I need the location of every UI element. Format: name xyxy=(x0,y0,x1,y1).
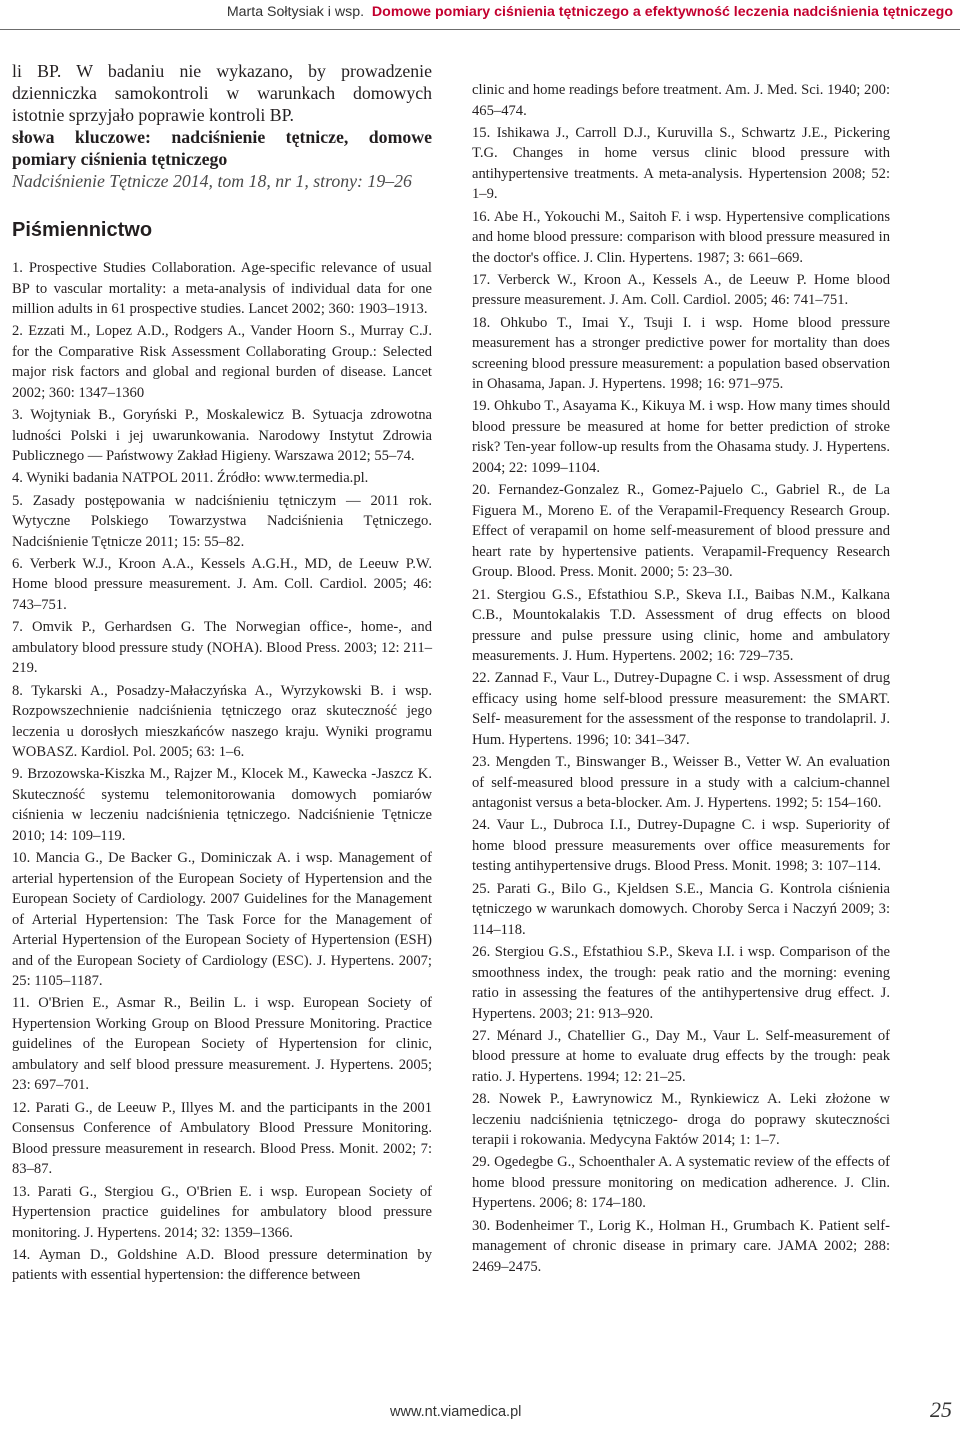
reference-item: 13. Parati G., Stergiou G., O'Brien E. i wsp. European Society of Hypertension practice guidelines for ambulatory blood pressure monitoring. J. Hypertens. 2014; 32: 1359–1366. xyxy=(12,1183,432,1241)
reference-item: 11. O'Brien E., Asmar R., Beilin L. i wsp. European Society of Hypertension Working Group on Blood Pressure Monitoring. Practice guidelines of the European Society of Hypertension for clinic, ambulatory and self blood pressure measurement. J. Hypertens. 2005; 23: 697–701. xyxy=(12,995,432,1094)
reference-item: 18. Ohkubo T., Imai Y., Tsuji I. i wsp. Home blood pressure measurement has a stronger predictive power for mortality than does screening blood pressure measurement: a population based observation in Ohasama, Japan. J. Hypertens. 1998; 16: 971–975. xyxy=(472,314,890,393)
reference-item: 26. Stergiou G.S., Efstathiou S.P., Skeva I.I. i wsp. Comparison of the smoothness index, the trough: peak ratio and the morning: evening ratio in assessing the features of the antihypertensive drug effect. J. Hypertens. 2003; 21: 913–920. xyxy=(472,944,890,1022)
reference-item: 28. Nowek P., Ławrynowicz M., Rynkiewicz A. Leki złożone w leczeniu nadciśnienia tętniczego- droga do poprawy skuteczności terapii i rokowania. Medycyna Faktów 2014; 1: 1–7. xyxy=(472,1091,890,1149)
reference-item: 5. Zasady postępowania w nadciśnieniu tętniczym — 2011 rok. Wytyczne Polskiego Towarzystwa Nadciśnienia Tętniczego. Nadciśnienie Tętnicze 2011; 15: 55–82. xyxy=(12,492,432,550)
abstract-end xyxy=(12,60,432,192)
abstract-text: li BP. W badaniu nie wykazano, by prowadzenie dzienniczka samokontroli w warunkach domowych istotnie sprzyjało poprawie kontroli BP. xyxy=(12,61,432,125)
reference-item: 9. Brzozowska-Kiszka M., Rajzer M., Klocek M., Kawecka -Jaszcz K. Skuteczność systemu telemonitorowania domowych pomiarów ciśnienia w leczeniu nadciśnienia tętniczego. Nadciśnienie Tętnicze 2010; 14: 109–119. xyxy=(12,766,432,844)
reference-item: 15. Ishikawa J., Carroll D.J., Kuruvilla S., Schwartz J.E., Pickering T.G. Changes in home versus clinic blood pressure with antihypertensive treatments. A meta-analysis. Hypertension 2008; 52: 1–9. xyxy=(472,124,890,203)
reference-item: 29. Ogedegbe G., Schoenthaler A. A systematic review of the effects of home blood pressure monitoring on medication adherence. J. Clin. Hypertens. 2006; 8: 174–180. xyxy=(472,1154,890,1212)
right-column xyxy=(472,80,890,1279)
reference-item: 20. Fernandez-Gonzalez R., Gomez-Pajuelo C., Gabriel R., de La Figuera M., Moreno E. of the Verapamil-Frequency Research Group. Effect of verapamil on home self-measurement of blood pressure and heart rate by hypertensive patients. Verapamil-Frequency Research Group. Blood. Press. Monit. 2000; 5: 23–30. xyxy=(472,482,890,581)
reference-item: 2. Ezzati M., Lopez A.D., Rodgers A., Vander Hoorn S., Murray C.J. for the Comparative Risk Assessment Collaborating Group.: Selected major risk factors and global and regional burden of disease. Lancet 2002; 360: 1347–1360 xyxy=(12,323,432,401)
reference-item: 22. Zannad F., Vaur L., Dutrey-Dupagne C. i wsp. Assessment of drug efficacy using home self-blood pressure measurement: the SMART. Self- measurement for the assessment of the response to trandolapril. J. Hum. Hypertens. 1996; 10: 341–347. xyxy=(472,670,890,748)
references-heading: Piśmiennictwo xyxy=(12,219,153,241)
reference-item: 27. Ménard J., Chatellier G., Day M., Vaur L. Self-measurement of blood pressure at home to evaluate drug effects by the trough: peak ratio. J. Hypertens. 1994; 12: 21–25. xyxy=(472,1027,890,1085)
reference-item: 16. Abe H., Yokouchi M., Saitoh F. i wsp. Hypertensive complications and home blood pressure: comparison with blood pressure measured in the doctor's office. J. Clin. Hypertens. 1987; 3: 661–669. xyxy=(472,208,890,266)
reference-item: 23. Mengden T., Binswanger B., Weisser B., Vetter W. An evaluation of self-measured blood pressure in a study with a calcium-channel antagonist versus a beta-blocker. Am. J. Hypertens. 1992; 5: 154–160. xyxy=(472,754,890,812)
reference-item: 19. Ohkubo T., Asayama K., Kikuya M. i wsp. How many times should blood pressure be measured at home for better prediction of stroke risk? Ten-year follow-up results from the Ohasama study. J. Hypertens. 2004; 22: 1099–1104. xyxy=(472,398,890,476)
reference-item: 30. Bodenheimer T., Lorig K., Holman H., Grumbach K. Patient self-management of chronic disease in primary care. JAMA 2002; 288: 2469–2475. xyxy=(472,1217,890,1275)
reference-item: 6. Verberk W.J., Kroon A.A., Kessels A.G.H., MD, de Leeuw P.W. Home blood pressure measurement. J. Am. Coll. Cardiol. 2005; 46: 743–751. xyxy=(12,555,432,613)
reference-item: 8. Tykarski A., Posadzy-Małaczyńska A., Wyrzykowski B. i wsp. Rozpowszechnienie nadciśnienia tętniczego oraz skuteczność jego leczenia u dorosłych mieszkańców naszego kraju. Wyniki programu WOBASZ. Kardiol. Pol. 2005; 63: 1–6. xyxy=(12,682,432,761)
header-authors: Marta Sołtysiak i wsp. xyxy=(226,4,365,20)
header-title: Domowe pomiary ciśnienia tętniczego a efektywność leczenia nadciśnienia tętniczego xyxy=(371,4,953,20)
reference-item: clinic and home readings before treatment. Am. J. Med. Sci. 1940; 200: 465–474. xyxy=(472,82,890,119)
references-list-right xyxy=(472,80,890,1277)
reference-item: 1. Prospective Studies Collaboration. Age-specific relevance of usual BP to vascular mortality: a meta-analysis of individual data for one million adults in 61 prospective studies. Lancet 2002; 360: 1903–1913. xyxy=(12,260,432,317)
reference-item: 24. Vaur L., Dubroca I.I., Dutrey-Dupagne C. i wsp. Superiority of home blood pressure measurements over office measurements for testing antihypertensive drugs. Blood Press. Monit. 1998; 3: 107–114. xyxy=(472,817,890,875)
running-header xyxy=(0,0,960,30)
reference-item: 12. Parati G., de Leeuw P., Illyes M. and the participants in the 2001 Consensus Conference of Ambulatory Blood Pressure Monitoring. Blood pressure measurement in research. Blood Press. Monit. 2002; 7: 83–87. xyxy=(12,1099,432,1178)
reference-item: 4. Wyniki badania NATPOL 2011. Źródło: www.termedia.pl. xyxy=(12,470,369,487)
reference-item: 25. Parati G., Bilo G., Kjeldsen S.E., Mancia G. Kontrola ciśnienia tętniczego w warunkach domowych. Choroby Serca i Naczyń 2009; 3: 114–118. xyxy=(472,880,890,938)
reference-item: 7. Omvik P., Gerhardsen G. The Norwegian office-, home-, and ambulatory blood pressure study (NOHA). Blood Press. 2003; 12: 211–219. xyxy=(12,619,432,677)
reference-item: 21. Stergiou G.S., Efstathiou S.P., Skeva I.I., Baibas N.M., Kalkana C.B., Mountokalakis T.D. Assessment of drug effects on blood pressure and pulse pressure using clinic, home and ambulatory measurements. J. Hum. Hypertens. 2002; 16: 729–735. xyxy=(472,586,890,665)
reference-item: 17. Verberck W., Kroon A., Kessels A., de Leeuw P. Home blood pressure measurement. J. Am. Coll. Cardiol. 2005; 46: 741–751. xyxy=(472,271,890,309)
reference-item: 3. Wojtyniak B., Goryński P., Moskalewicz B. Sytuacja zdrowotna ludności Polski i jej uwarunkowania. Narodowy Instytut Zdrowia Publicznego — Państwowy Zakład Higieny. Warszawa 2012; 55–74. xyxy=(12,407,432,465)
page-number: 25 xyxy=(930,1397,952,1422)
reference-item: 14. Ayman D., Goldshine A.D. Blood pressure determination by patients with essential hypertension: the difference between xyxy=(12,1246,432,1284)
left-column xyxy=(12,60,432,1288)
journal-citation: Nadciśnienie Tętnicze 2014, tom 18, nr 1, strony: 19–26 xyxy=(12,171,412,191)
keywords: słowa kluczowe: nadciśnienie tętnicze, domowe pomiary ciśnienia tętniczego xyxy=(12,127,432,169)
references-list-left xyxy=(12,258,432,1286)
footer-url: www.nt.viamedica.pl xyxy=(390,1404,522,1420)
reference-item: 10. Mancia G., De Backer G., Dominiczak A. i wsp. Management of arterial hypertension of the European Society of Hypertension and the European Society of Cardiology. 2007 Guidelines for the Management of Arterial Hypertension: The Task Force for the Management of Arterial Hypertension of the European Society of Hypertension (ESH) and of the European Society of Cardiology (ESC). J. Hypertens. 2007; 25: 1105–1187. xyxy=(12,850,432,990)
